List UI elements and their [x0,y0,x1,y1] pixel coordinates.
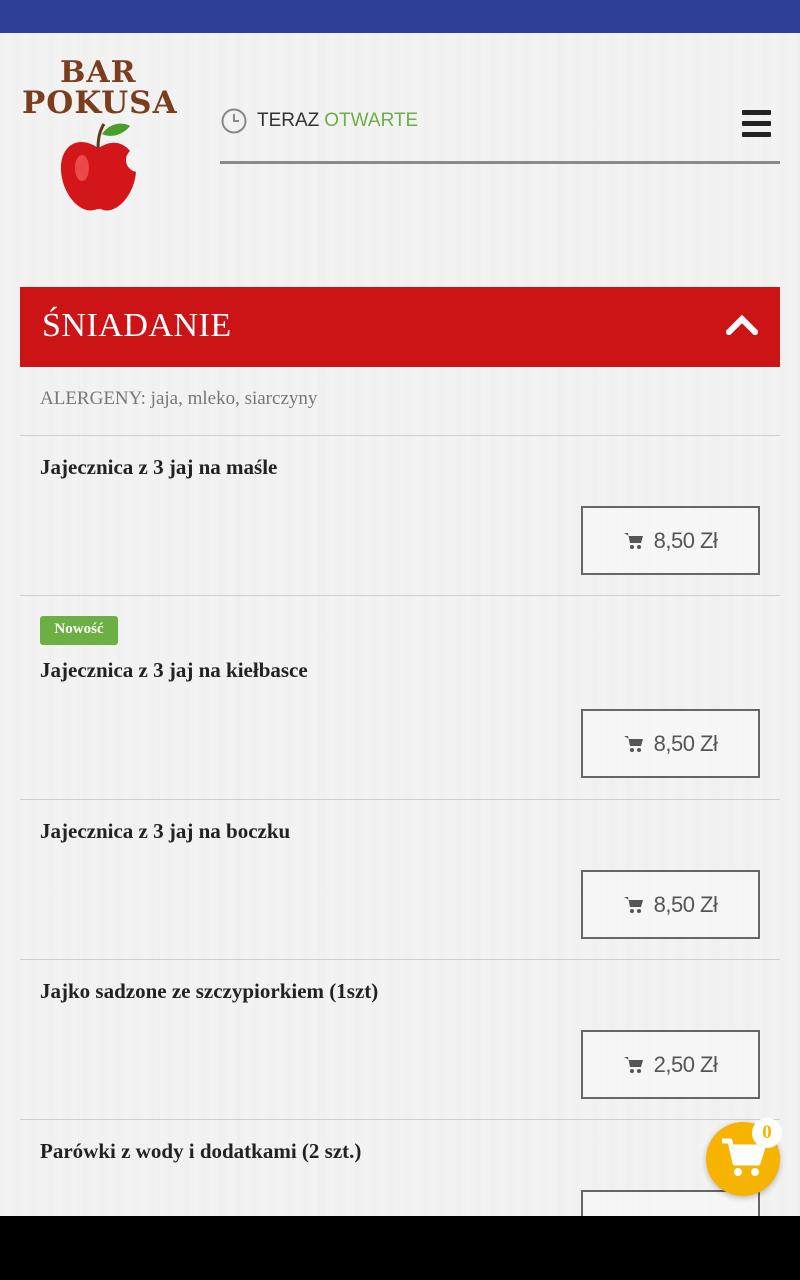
restaurant-logo[interactable] [22,55,182,218]
cart-icon [624,1056,644,1074]
cart-button[interactable] [706,1122,780,1196]
apple-icon [58,120,140,216]
menu-bar [742,121,771,126]
menu-bar [742,132,771,137]
cart-icon [624,896,644,914]
item-price: 8,50 Zł [653,730,718,756]
clock-icon [221,108,247,134]
section-header-breakfast[interactable] [20,287,780,367]
logo-text-line1: BAR [60,55,137,90]
item-name: Jajecznica z 3 jaj na boczku [40,819,291,843]
item-price: 8,50 Zł [653,891,718,917]
item-price: 2,50 Zł [653,1051,718,1077]
item-name: Jajecznica z 3 jaj na maśle [40,455,278,479]
allergens-info: ALERGENY: jaja, mleko, siarczyny [40,388,318,409]
item-name: Parówki z wody i dodatkami (2 szt.) [40,1139,362,1163]
item-name: Jajecznica z 3 jaj na kiełbasce [40,658,308,682]
section-title: ŚNIADANIE [42,307,232,344]
add-to-cart-button[interactable] [581,709,760,778]
menu-item [20,799,780,959]
menu-item [20,595,780,799]
add-to-cart-button[interactable] [581,506,760,575]
status-value: OTWARTE [324,110,419,131]
add-to-cart-button[interactable] [581,1030,760,1099]
cart-icon [624,532,644,550]
system-navigation-bar [0,1216,800,1280]
menu-item [20,435,780,595]
cart-icon [624,735,644,753]
item-price: 8,50 Zł [653,527,718,553]
item-name: Jajko sadzone ze szczypiorkiem (1szt) [40,979,379,1003]
menu-icon[interactable] [742,110,771,137]
header-divider [220,161,780,164]
opening-status [221,108,418,134]
status-prefix: TERAZ [257,110,320,131]
menu-bar [742,110,771,115]
cart-count-badge: 0 [752,1118,782,1148]
menu-item [20,1119,780,1220]
add-to-cart-button[interactable] [581,870,760,939]
logo-text-line2: POKUSA [22,85,178,121]
chevron-up-icon[interactable] [726,313,758,335]
menu-items-list [20,435,780,1220]
new-badge: Nowość [40,616,118,645]
menu-item [20,959,780,1119]
status-bar [0,0,800,33]
